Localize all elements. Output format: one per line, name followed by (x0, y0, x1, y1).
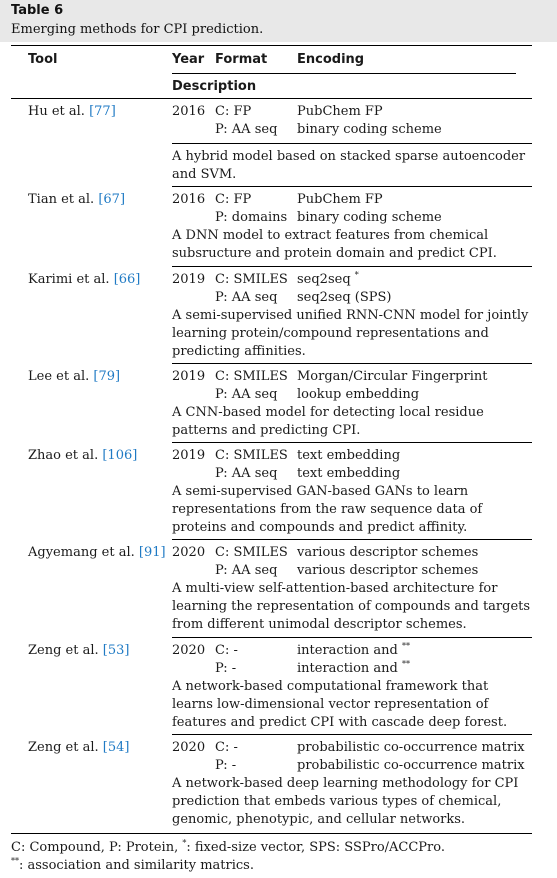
table-label: Table 6 (11, 3, 64, 18)
row-encoding-protein: interaction and ** (297, 659, 410, 676)
row-encoding-compound: Morgan/Circular Fingerprint (297, 369, 488, 384)
row-description: A network-based computational framework that learns low-dimensional vector representation of features and predict CPI with cascade deep forest. (172, 679, 508, 730)
row-separator (172, 186, 532, 187)
row-separator (172, 539, 532, 540)
header-sub-rule (172, 73, 516, 74)
row-tool: Karimi et al. [66] (28, 272, 141, 287)
row-tool: Lee et al. [79] (28, 369, 121, 384)
header-bottom-rule (11, 98, 532, 99)
row-year: 2016 (172, 104, 206, 119)
row-separator (172, 442, 532, 443)
row-description: A hybrid model based on stacked sparse autoencoder and SVM. (172, 149, 526, 182)
row-format-compound: C: SMILES (215, 545, 288, 560)
row-tool: Agyemang et al. [91] (28, 545, 166, 560)
row-format-compound: C: FP (215, 192, 252, 207)
reference-link[interactable]: [54] (102, 740, 130, 755)
row-description: A semi-supervised unified RNN-CNN model for jointly learning protein/compound representations and predicting affinities. (172, 308, 529, 359)
row-encoding-compound: PubChem FP (297, 104, 383, 119)
footnote-mark: ** (402, 641, 410, 651)
row-year: 2020 (172, 643, 206, 658)
row-format-protein: P: AA seq (215, 387, 278, 402)
row-description: A CNN-based model for detecting local residue patterns and predicting CPI. (172, 405, 484, 438)
row-separator (172, 363, 532, 364)
row-tool: Tian et al. [67] (28, 192, 126, 207)
footnote-line-1: C: Compound, P: Protein, *: fixed-size vector, SPS: SSPro/ACCPro. (11, 838, 446, 855)
row-encoding-compound: PubChem FP (297, 192, 383, 207)
reference-link[interactable]: [77] (89, 104, 116, 119)
row-encoding-compound: seq2seq * (297, 270, 359, 287)
reference-link[interactable]: [106] (102, 448, 138, 463)
row-format-compound: C: SMILES (215, 272, 288, 287)
row-encoding-protein: lookup embedding (297, 387, 420, 402)
row-format-compound: C: - (215, 740, 238, 755)
row-format-compound: C: SMILES (215, 369, 288, 384)
row-format-protein: P: AA seq (215, 290, 278, 305)
row-format-protein: P: - (215, 661, 237, 676)
row-separator (172, 266, 532, 267)
reference-link[interactable]: [53] (102, 643, 130, 658)
row-format-protein: P: AA seq (215, 466, 278, 481)
row-year: 2020 (172, 740, 206, 755)
row-tool: Hu et al. [77] (28, 104, 116, 119)
row-year: 2020 (172, 545, 206, 560)
row-separator (172, 734, 532, 735)
row-description: A multi-view self-attention-based architecture for learning the representation of compounds and targets from different unimodal descriptor schemes. (172, 581, 531, 632)
footnote-line-2: **: association and similarity matrics. (11, 856, 254, 873)
row-encoding-protein: binary coding scheme (297, 210, 442, 225)
footnote-mark: ** (402, 659, 410, 669)
col-header-format: Format (215, 52, 268, 67)
table-bottom-rule (11, 833, 532, 834)
top-rule (11, 45, 532, 46)
row-format-protein: P: AA seq (215, 563, 278, 578)
row-format-compound: C: - (215, 643, 238, 658)
row-format-protein: P: - (215, 758, 237, 773)
col-header-tool: Tool (28, 52, 58, 67)
row-encoding-compound: text embedding (297, 448, 401, 463)
col-header-year: Year (172, 52, 205, 67)
row-tool: Zeng et al. [53] (28, 643, 130, 658)
row-encoding-protein: binary coding scheme (297, 122, 442, 137)
row-description: A network-based deep learning methodology for CPI prediction that embeds various types of chemical, genomic, phenotypic, and cellular networks. (172, 776, 519, 827)
col-header-description: Description (172, 79, 257, 94)
row-sub-rule (172, 143, 532, 144)
row-tool: Zeng et al. [54] (28, 740, 130, 755)
table-caption: Emerging methods for CPI prediction. (11, 22, 264, 37)
row-format-compound: C: SMILES (215, 448, 288, 463)
row-encoding-protein: various descriptor schemes (297, 563, 479, 578)
row-format-protein: P: domains (215, 210, 288, 225)
row-encoding-protein: text embedding (297, 466, 401, 481)
reference-link[interactable]: [67] (98, 192, 126, 207)
reference-link[interactable]: [91] (138, 545, 166, 560)
row-encoding-protein: seq2seq (SPS) (297, 290, 392, 305)
row-year: 2016 (172, 192, 206, 207)
row-encoding-protein: probabilistic co-occurrence matrix (297, 758, 525, 773)
row-year: 2019 (172, 272, 206, 287)
reference-link[interactable]: [79] (93, 369, 121, 384)
row-tool: Zhao et al. [106] (28, 448, 138, 463)
row-format-compound: C: FP (215, 104, 252, 119)
row-format-protein: P: AA seq (215, 122, 278, 137)
row-description: A DNN model to extract features from chemical subsructure and protein domain and predict CPI. (172, 228, 497, 261)
row-year: 2019 (172, 448, 206, 463)
col-header-encoding: Encoding (297, 52, 365, 67)
row-year: 2019 (172, 369, 206, 384)
row-encoding-compound: various descriptor schemes (297, 545, 479, 560)
row-description: A semi-supervised GAN-based GANs to learn representations from the raw sequence data of proteins and compounds and predict affinity. (172, 484, 483, 535)
footnote-mark: * (354, 270, 359, 280)
row-encoding-compound: probabilistic co-occurrence matrix (297, 740, 525, 755)
row-encoding-compound: interaction and ** (297, 641, 410, 658)
reference-link[interactable]: [66] (113, 272, 141, 287)
row-separator (172, 637, 532, 638)
